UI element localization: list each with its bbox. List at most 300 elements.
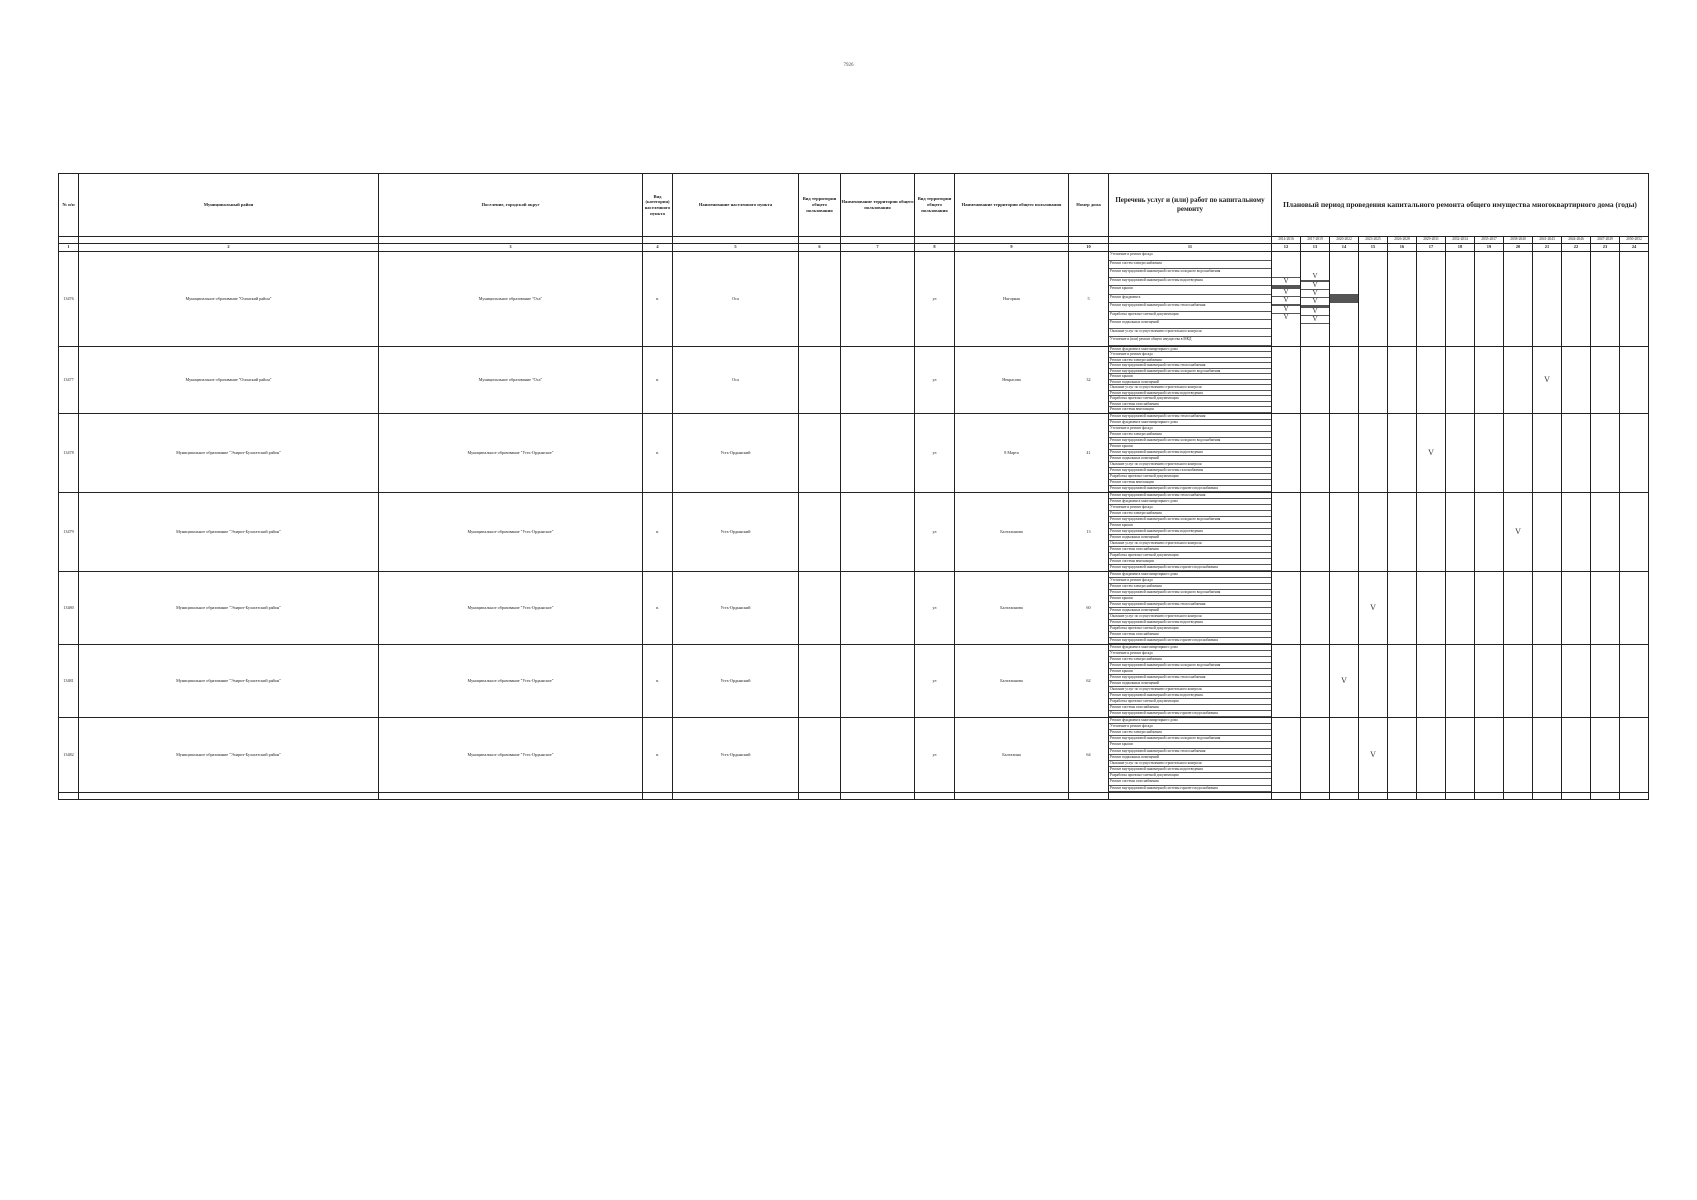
header-col-3: Поселение, городской округ — [379, 174, 643, 237]
cell-street: Балтахинова — [955, 644, 1069, 717]
works-list-cell — [1109, 252, 1272, 347]
works-item: Оказание услуг по осуществлению строительного контроля — [1109, 385, 1271, 391]
cell-empty — [841, 492, 915, 571]
cell-house: 41 — [1069, 413, 1109, 492]
cell-empty — [1591, 792, 1620, 799]
works-item: Утепление и ремонт фасада — [1109, 252, 1271, 261]
period-cell — [1301, 717, 1330, 792]
column-number: 20 — [1504, 244, 1533, 252]
header-row — [59, 174, 1649, 237]
works-item: Ремонт систем электроснабжения — [1109, 584, 1271, 590]
table-row — [59, 571, 1649, 644]
period-cell — [1417, 644, 1446, 717]
period-cell — [1359, 413, 1388, 492]
period-cell — [1533, 492, 1562, 571]
works-item: Ремонт крыши — [1109, 523, 1271, 529]
period-spacer — [1109, 237, 1272, 244]
period-mark: V — [1370, 602, 1376, 612]
period-label: 2050-2052 — [1620, 237, 1649, 244]
header-col-7: Наименование территории общего пользования — [841, 174, 915, 237]
cell-empty — [915, 792, 955, 799]
works-list — [1109, 414, 1271, 492]
period-cell — [1533, 346, 1562, 413]
period-cell — [1475, 644, 1504, 717]
cell-locality: Усть-Ордынский — [673, 717, 799, 792]
cell-street: Балтахинова — [955, 571, 1069, 644]
period-cell — [1591, 252, 1620, 347]
works-list-cell — [1109, 413, 1272, 492]
column-number: 1 — [59, 244, 79, 252]
works-item: Оказание услуг по осуществлению строительного контроля — [1109, 614, 1271, 620]
cell-empty — [1562, 792, 1591, 799]
cell-settlement: Муниципальное образование "Усть-Ордынское" — [379, 413, 643, 492]
cell-empty — [1272, 792, 1301, 799]
works-item: Ремонт внутридомовой инженерной системы холодного водоснабжения — [1109, 369, 1271, 375]
cell-num: 13478 — [59, 413, 79, 492]
period-cell — [1562, 252, 1591, 347]
works-item: Ремонт подвальных помещений — [1109, 608, 1271, 614]
cell-empty — [799, 346, 841, 413]
works-item: Ремонт внутридомовой инженерной системы теплоснабжения — [1109, 602, 1271, 608]
cell-empty — [1533, 792, 1562, 799]
works-item: Ремонт крыши — [1109, 374, 1271, 380]
works-item: Ремонт внутридомовой инженерной системы водоотведения — [1109, 767, 1271, 773]
cell-empty — [379, 792, 643, 799]
cell-empty — [1330, 792, 1359, 799]
period-cell — [1562, 644, 1591, 717]
works-list-cell — [1109, 644, 1272, 717]
cell-empty — [1620, 792, 1649, 799]
works-item: Утепление и ремонт фасада — [1109, 426, 1271, 432]
works-item: Ремонт внутридомовой инженерной системы водоотведения — [1109, 529, 1271, 535]
period-cell — [1620, 644, 1649, 717]
period-label: 2035-2037 — [1475, 237, 1504, 244]
cell-empty — [59, 792, 79, 799]
period-cell — [1475, 492, 1504, 571]
cell-empty — [955, 792, 1069, 799]
cell-kind: п. — [643, 717, 673, 792]
column-number: 14 — [1330, 244, 1359, 252]
period-cell — [1388, 252, 1417, 347]
period-marks — [1301, 273, 1329, 324]
period-cell — [1562, 717, 1591, 792]
cell-empty — [799, 571, 841, 644]
period-cell — [1388, 644, 1417, 717]
period-spacer — [79, 237, 379, 244]
cell-empty — [673, 792, 799, 799]
works-item: Оказание услуг по осуществлению строительного контроля — [1109, 329, 1271, 338]
period-cell — [1475, 413, 1504, 492]
cell-house: 32 — [1069, 346, 1109, 413]
works-item: Ремонт систем электроснабжения — [1109, 358, 1271, 364]
period-cell — [1446, 346, 1475, 413]
period-mark: V — [1272, 289, 1300, 297]
period-cell — [1417, 252, 1446, 347]
period-label: 2047-2049 — [1591, 237, 1620, 244]
works-item: Ремонт системы вентиляции — [1109, 407, 1271, 413]
period-mark: V — [1370, 749, 1376, 759]
header-col-5: Наименование населенного пункта — [673, 174, 799, 237]
works-item: Ремонт крыши — [1109, 669, 1271, 675]
period-cell — [1272, 492, 1301, 571]
works-item: Ремонт внутридомовой инженерной системы теплоснабжения — [1109, 493, 1271, 499]
works-list-cell — [1109, 346, 1272, 413]
column-number: 17 — [1417, 244, 1446, 252]
works-list — [1109, 347, 1271, 413]
cell-empty — [1446, 792, 1475, 799]
works-item: Утепление и ремонт фасада — [1109, 724, 1271, 730]
period-mark: V — [1283, 312, 1289, 321]
header-col-6: Вид территории общего пользования — [799, 174, 841, 237]
cell-street-kind: ул — [915, 571, 955, 644]
period-cell — [1446, 644, 1475, 717]
table-row — [59, 717, 1649, 792]
column-number: 2 — [79, 244, 379, 252]
period-label: 2017-2019 — [1301, 237, 1330, 244]
works-item: Ремонт системы газоснабжения — [1109, 705, 1271, 711]
works-item: Ремонт системы газоснабжения — [1109, 402, 1271, 408]
period-cell — [1591, 492, 1620, 571]
period-mark: V — [1515, 526, 1521, 536]
cell-empty — [841, 252, 915, 347]
continuation-row — [59, 792, 1649, 799]
period-cell — [1417, 571, 1446, 644]
works-list — [1109, 493, 1271, 571]
period-cell — [1359, 346, 1388, 413]
period-cell — [1330, 571, 1359, 644]
period-mark: V — [1272, 278, 1300, 286]
period-spacer — [1069, 237, 1109, 244]
column-number: 3 — [379, 244, 643, 252]
cell-street-kind: ул — [915, 413, 955, 492]
works-item: Ремонт системы газоснабжения — [1109, 547, 1271, 553]
works-item: Ремонт фундамента многоквартирного дома — [1109, 718, 1271, 724]
works-item: Утепление и ремонт фасада — [1109, 651, 1271, 657]
period-cell — [1620, 571, 1649, 644]
cell-house: 62 — [1069, 644, 1109, 717]
works-list — [1109, 718, 1271, 792]
cell-empty — [841, 644, 915, 717]
header-col-4: Вид (категория) населенного пункта — [643, 174, 673, 237]
works-item: Ремонт внутридомовой инженерной системы горячего водоснабжения — [1109, 711, 1271, 717]
works-item: Ремонт крыши — [1109, 596, 1271, 602]
period-cell — [1533, 413, 1562, 492]
cell-empty — [1109, 792, 1272, 799]
works-list — [1109, 645, 1271, 717]
period-spacer — [841, 237, 915, 244]
cell-empty — [1301, 792, 1330, 799]
cell-street-kind: ул — [915, 346, 955, 413]
period-cell — [1330, 346, 1359, 413]
cell-locality: Усть-Ордынский — [673, 413, 799, 492]
period-spacer — [59, 237, 79, 244]
header-col-2: Муниципальный район — [79, 174, 379, 237]
works-item: Ремонт внутридомовой инженерной системы теплоснабжения — [1109, 363, 1271, 369]
cell-empty — [841, 792, 915, 799]
period-mark: V — [1301, 316, 1329, 324]
period-spacer — [955, 237, 1069, 244]
cell-empty — [79, 792, 379, 799]
cell-settlement: Муниципальное образование "Оса" — [379, 346, 643, 413]
works-item: Ремонт внутридомовой инженерной системы холодного водоснабжения — [1109, 517, 1271, 523]
works-item: Ремонт подвальных помещений — [1109, 681, 1271, 687]
cell-empty — [1069, 792, 1109, 799]
cell-street-kind: ул — [915, 492, 955, 571]
period-mark: V — [1301, 298, 1329, 306]
period-cell — [1446, 571, 1475, 644]
period-cell — [1504, 252, 1533, 347]
cell-empty — [1417, 792, 1446, 799]
cell-street: Балтахина — [955, 717, 1069, 792]
column-number: 9 — [955, 244, 1069, 252]
period-cell — [1562, 492, 1591, 571]
works-list — [1109, 572, 1271, 644]
period-cell — [1504, 492, 1533, 571]
period-cell — [1504, 346, 1533, 413]
period-cell — [1446, 252, 1475, 347]
works-item: Оказание услуг по осуществлению строительного контроля — [1109, 541, 1271, 547]
cell-street: 8 Марта — [955, 413, 1069, 492]
cell-street-kind: ул — [915, 644, 955, 717]
table-row — [59, 492, 1649, 571]
cell-empty — [1475, 792, 1504, 799]
cell-street: Нагорная — [955, 252, 1069, 347]
planned-period-header: Плановый период проведения капитального ремонта общего имущества многоквартирного дома (годы) — [1272, 174, 1649, 237]
period-cell — [1562, 346, 1591, 413]
works-item: Ремонт внутридомовой инженерной системы холодного водоснабжения — [1109, 736, 1271, 742]
period-cell — [1301, 571, 1330, 644]
works-item: Ремонт системы газоснабжения — [1109, 779, 1271, 785]
cell-street: Балтахинова — [955, 492, 1069, 571]
period-cell — [1301, 346, 1330, 413]
period-cell — [1330, 413, 1359, 492]
column-number: 8 — [915, 244, 955, 252]
column-number: 11 — [1109, 244, 1272, 252]
works-item: Ремонт внутридомовой инженерной системы водоотведения — [1109, 450, 1271, 456]
period-mark: V — [1544, 374, 1550, 384]
period-mark: V — [1301, 273, 1329, 281]
cell-empty — [1359, 792, 1388, 799]
cell-empty — [799, 413, 841, 492]
cell-empty — [841, 571, 915, 644]
table-row — [59, 252, 1649, 347]
cell-district: Муниципальное образование "Осинский район" — [79, 252, 379, 347]
works-item: Ремонт систем электроснабжения — [1109, 730, 1271, 736]
period-cell — [1533, 571, 1562, 644]
works-item: Ремонт внутридомовой инженерной системы теплоснабжения — [1109, 749, 1271, 755]
column-number: 4 — [643, 244, 673, 252]
period-cell — [1562, 571, 1591, 644]
header-col-10: Номер дома — [1069, 174, 1109, 237]
works-item: Ремонт внутридомовой инженерной системы теплоснабжения — [1109, 414, 1271, 420]
column-number: 15 — [1359, 244, 1388, 252]
cell-street: Некрасова — [955, 346, 1069, 413]
period-cell — [1504, 413, 1533, 492]
cell-empty — [799, 252, 841, 347]
column-number: 22 — [1562, 244, 1591, 252]
cell-kind: п. — [643, 644, 673, 717]
works-item: Ремонт системы вентиляции — [1109, 559, 1271, 565]
cell-locality: Усть-Ордынский — [673, 644, 799, 717]
period-cell — [1330, 252, 1359, 347]
cell-kind: п. — [643, 413, 673, 492]
period-mark: V — [1428, 447, 1434, 457]
period-marks — [1330, 294, 1358, 303]
period-label: 2020-2022 — [1330, 237, 1359, 244]
period-cell — [1272, 717, 1301, 792]
column-number: 18 — [1446, 244, 1475, 252]
works-item: Ремонт подвальных помещений — [1109, 755, 1271, 761]
cell-locality: Оса — [673, 346, 799, 413]
period-cell — [1533, 252, 1562, 347]
works-item: Утепление и (или) ремонт общего имущества в МКД — [1109, 337, 1271, 346]
period-cell — [1533, 644, 1562, 717]
period-cell — [1359, 717, 1388, 792]
cell-house: 64 — [1069, 717, 1109, 792]
period-cell — [1388, 571, 1417, 644]
period-spacer — [379, 237, 643, 244]
table-row — [59, 346, 1649, 413]
cell-num: 13482 — [59, 717, 79, 792]
cell-num: 13477 — [59, 346, 79, 413]
period-cell — [1272, 252, 1301, 347]
period-cell — [1272, 571, 1301, 644]
period-spacer — [799, 237, 841, 244]
cell-locality: Усть-Ордынский — [673, 571, 799, 644]
period-mark: V — [1301, 308, 1329, 316]
period-label: 2044-2046 — [1562, 237, 1591, 244]
period-cell — [1388, 492, 1417, 571]
period-mark: V — [1272, 306, 1300, 314]
column-number: 12 — [1272, 244, 1301, 252]
works-item: Ремонт подвальных помещений — [1109, 380, 1271, 386]
period-cell — [1330, 717, 1359, 792]
period-spacer — [673, 237, 799, 244]
period-cell — [1475, 717, 1504, 792]
cell-settlement: Муниципальное образование "Усть-Ордынское" — [379, 571, 643, 644]
works-item: Ремонт внутридомовой инженерной системы горячего водоснабжения — [1109, 565, 1271, 571]
column-number-row — [59, 244, 1649, 252]
works-item: Разработка проектно-сметной документации — [1109, 699, 1271, 705]
period-spacer — [915, 237, 955, 244]
period-cell — [1388, 346, 1417, 413]
period-cell — [1475, 252, 1504, 347]
works-item: Ремонт внутридомовой инженерной системы горячего водоснабжения — [1109, 486, 1271, 492]
header-col-9: Наименование территории общего пользования — [955, 174, 1069, 237]
works-item: Ремонт системы вентиляции — [1109, 480, 1271, 486]
works-item: Ремонт подвальных помещений — [1109, 320, 1271, 329]
works-item: Утепление и ремонт фасада — [1109, 505, 1271, 511]
period-label: 2038-2040 — [1504, 237, 1533, 244]
period-label: 2041-2043 — [1533, 237, 1562, 244]
table-row — [59, 413, 1649, 492]
period-cell — [1620, 717, 1649, 792]
column-number: 21 — [1533, 244, 1562, 252]
period-cell — [1591, 644, 1620, 717]
cell-settlement: Муниципальное образование "Усть-Ордынское" — [379, 717, 643, 792]
period-cell — [1475, 571, 1504, 644]
works-item: Разработка проектно-сметной документации — [1109, 312, 1271, 321]
page-number: 7926 — [843, 63, 854, 68]
works-item: Утепление и ремонт фасада — [1109, 578, 1271, 584]
works-item: Оказание услуг по осуществлению строительного контроля — [1109, 761, 1271, 767]
column-number: 7 — [841, 244, 915, 252]
column-number: 5 — [673, 244, 799, 252]
period-label: 2026-2028 — [1388, 237, 1417, 244]
works-item: Разработка проектно-сметной документации — [1109, 773, 1271, 779]
cell-num: 13476 — [59, 252, 79, 347]
column-number: 13 — [1301, 244, 1330, 252]
cell-street-kind: ул — [915, 717, 955, 792]
cell-empty — [799, 717, 841, 792]
cell-district: Муниципальное образование "Эхирит-Булагатский район" — [79, 492, 379, 571]
column-number: 23 — [1591, 244, 1620, 252]
column-number: 16 — [1388, 244, 1417, 252]
period-mark: V — [1301, 282, 1329, 290]
period-cell — [1272, 644, 1301, 717]
works-item: Ремонт внутридомовой инженерной системы холодного водоснабжения — [1109, 269, 1271, 278]
cell-district: Муниципальное образование "Эхирит-Булагатский район" — [79, 571, 379, 644]
works-item: Ремонт подвальных помещений — [1109, 535, 1271, 541]
works-item: Ремонт фундамента многоквартирного дома — [1109, 572, 1271, 578]
works-item: Ремонт систем электроснабжения — [1109, 657, 1271, 663]
cell-empty — [799, 492, 841, 571]
cell-district: Муниципальное образование "Эхирит-Булагатский район" — [79, 644, 379, 717]
period-cell — [1620, 252, 1649, 347]
works-item: Ремонт крыши — [1109, 286, 1271, 295]
period-cell — [1301, 644, 1330, 717]
period-cell — [1272, 413, 1301, 492]
period-cell — [1504, 717, 1533, 792]
works-item: Разработка проектно-сметной документации — [1109, 553, 1271, 559]
works-item: Ремонт подвальных помещений — [1109, 456, 1271, 462]
period-cell — [1591, 571, 1620, 644]
header-col-1: № п/п — [59, 174, 79, 237]
period-mark: V — [1272, 297, 1300, 305]
cell-settlement: Муниципальное образование "Оса" — [379, 252, 643, 347]
works-item: Ремонт внутридомовой инженерной системы водоотведения — [1109, 391, 1271, 397]
period-mark: V — [1301, 290, 1329, 298]
works-item: Ремонт фундамента многоквартирного дома — [1109, 645, 1271, 651]
cell-kind: п. — [643, 492, 673, 571]
cell-empty — [841, 346, 915, 413]
works-list-cell — [1109, 717, 1272, 792]
cell-empty — [841, 413, 915, 492]
register-table — [58, 173, 1649, 800]
period-cell — [1417, 413, 1446, 492]
works-item: Ремонт систем электроснабжения — [1109, 511, 1271, 517]
period-cell — [1301, 413, 1330, 492]
capital-repair-register — [58, 173, 1640, 833]
period-cell — [1591, 717, 1620, 792]
cell-house: 60 — [1069, 571, 1109, 644]
works-item: Разработка проектно-сметной документации — [1109, 474, 1271, 480]
cell-locality: Усть-Ордынский — [673, 492, 799, 571]
works-item: Ремонт крыши — [1109, 444, 1271, 450]
cell-empty — [799, 792, 841, 799]
column-number: 19 — [1475, 244, 1504, 252]
works-item: Ремонт системы газоснабжения — [1109, 632, 1271, 638]
period-cell — [1591, 413, 1620, 492]
period-cell — [1301, 252, 1330, 347]
period-cell — [1446, 413, 1475, 492]
column-number: 6 — [799, 244, 841, 252]
period-cell — [1475, 346, 1504, 413]
period-label: 2023-2025 — [1359, 237, 1388, 244]
table-row — [59, 644, 1649, 717]
cell-empty — [799, 644, 841, 717]
period-cell — [1330, 644, 1359, 717]
